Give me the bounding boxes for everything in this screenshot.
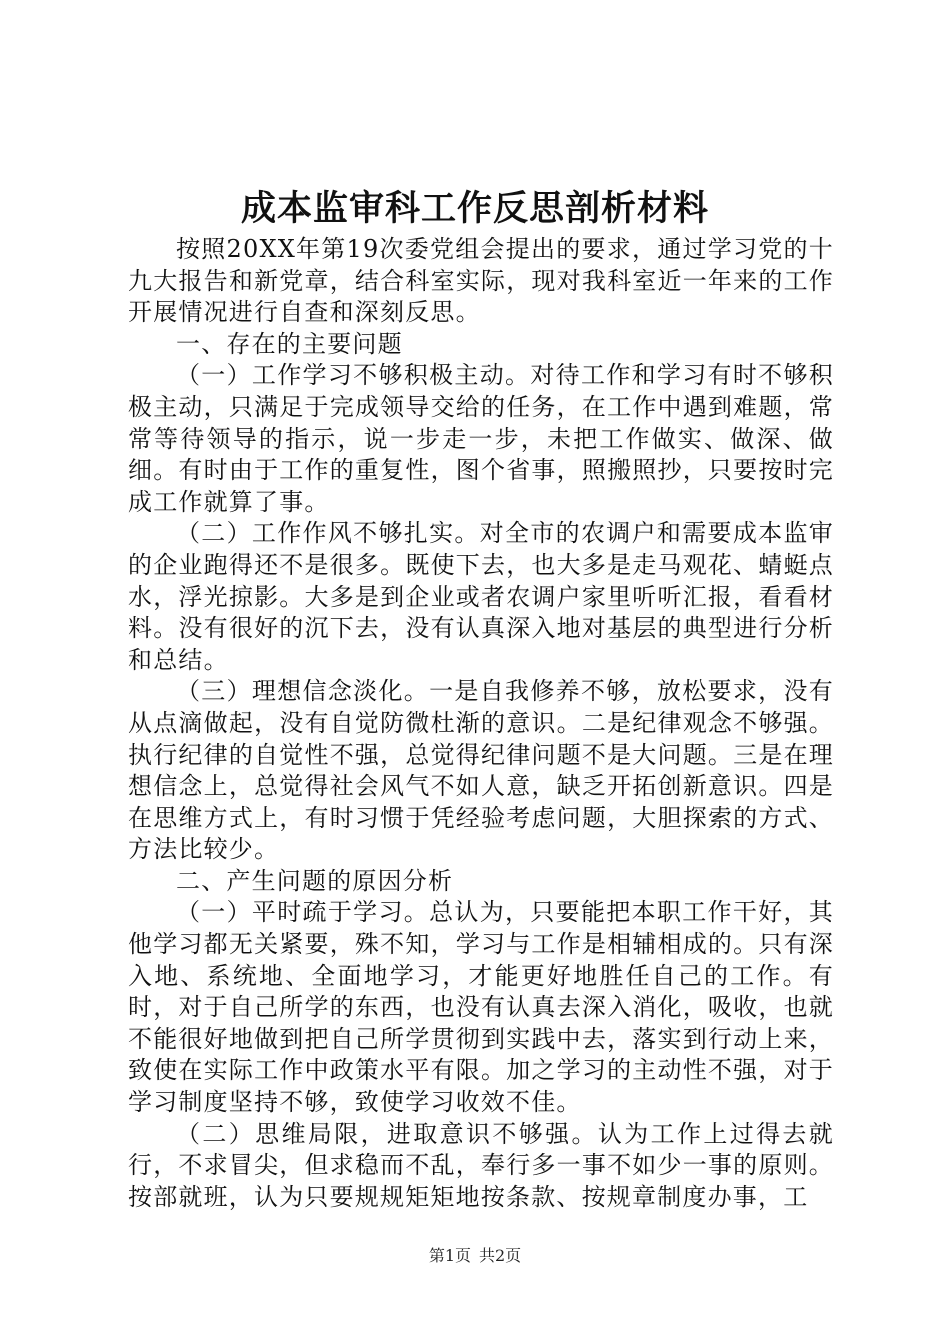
paragraph-cause-2: （二）思维局限，进取意识不够强。认为工作上过得去就行，不求冒尖，但求稳而不乱，奉行多一事不如少一事的原则。按部就班，认为只要规规矩矩地按条款、按规章制度办事，工: [128, 1119, 834, 1211]
section-heading-problems: 一、存在的主要问题: [176, 329, 403, 358]
paragraph-intro: 按照20XX年第19次委党组会提出的要求，通过学习党的十九大报告和新党章，结合科室实际，现对我科室近一年来的工作开展情况进行自查和深刻反思。: [128, 235, 834, 327]
page-footer: [0, 1245, 950, 1267]
paragraph-cause-1: （一）平时疏于学习。总认为，只要能把本职工作干好，其他学习都无关紧要，殊不知，学习与工作是相辅相成的。只有深入地、系统地、全面地学习，才能更好地胜任自己的工作。有时，对于自己所学的东西，也没有认真去深入消化，吸收，也就不能很好地做到把自己所学贯彻到实践中去，落实到行动上来，致使在实际工作中政策水平有限。加之学习的主动性不强，对于学习制度坚持不够，致使学习收效不佳。: [128, 898, 834, 1117]
section-heading-causes: 二、产生问题的原因分析: [176, 866, 454, 895]
page-total: 共2页: [479, 1246, 522, 1265]
document-title: 成本监审科工作反思剖析材料: [240, 188, 709, 229]
paragraph-problem-2: （二）工作作风不够扎实。对全市的农调户和需要成本监审的企业跑得还不是很多。既使下去，也大多是走马观花、蜻蜓点水，浮光掠影。大多是到企业或者农调户家里听听汇报，看看材料。没有很好的沉下去，没有认真深入地对基层的典型进行分析和总结。: [128, 519, 834, 674]
paragraph-problem-3: （三）理想信念淡化。一是自我修养不够，放松要求，没有从点滴做起，没有自觉防微杜渐的意识。二是纪律观念不够强。执行纪律的自觉性不强，总觉得纪律问题不是大问题。三是在理想信念上，总觉得社会风气不如人意，缺乏开拓创新意识。四是在思维方式上，有时习惯于凭经验考虑问题，大胆探索的方式、方法比较少。: [128, 677, 834, 864]
paragraph-problem-1: （一）工作学习不够积极主动。对待工作和学习有时不够积极主动，只满足于完成领导交给的任务，在工作中遇到难题，常常等待领导的指示，说一步走一步，未把工作做实、做深、做细。有时由于工作的重复性，图个省事，照搬照抄，只要按时完成工作就算了事。: [128, 361, 834, 516]
page-number: 第1页: [428, 1246, 471, 1265]
document-body: [128, 234, 834, 1213]
